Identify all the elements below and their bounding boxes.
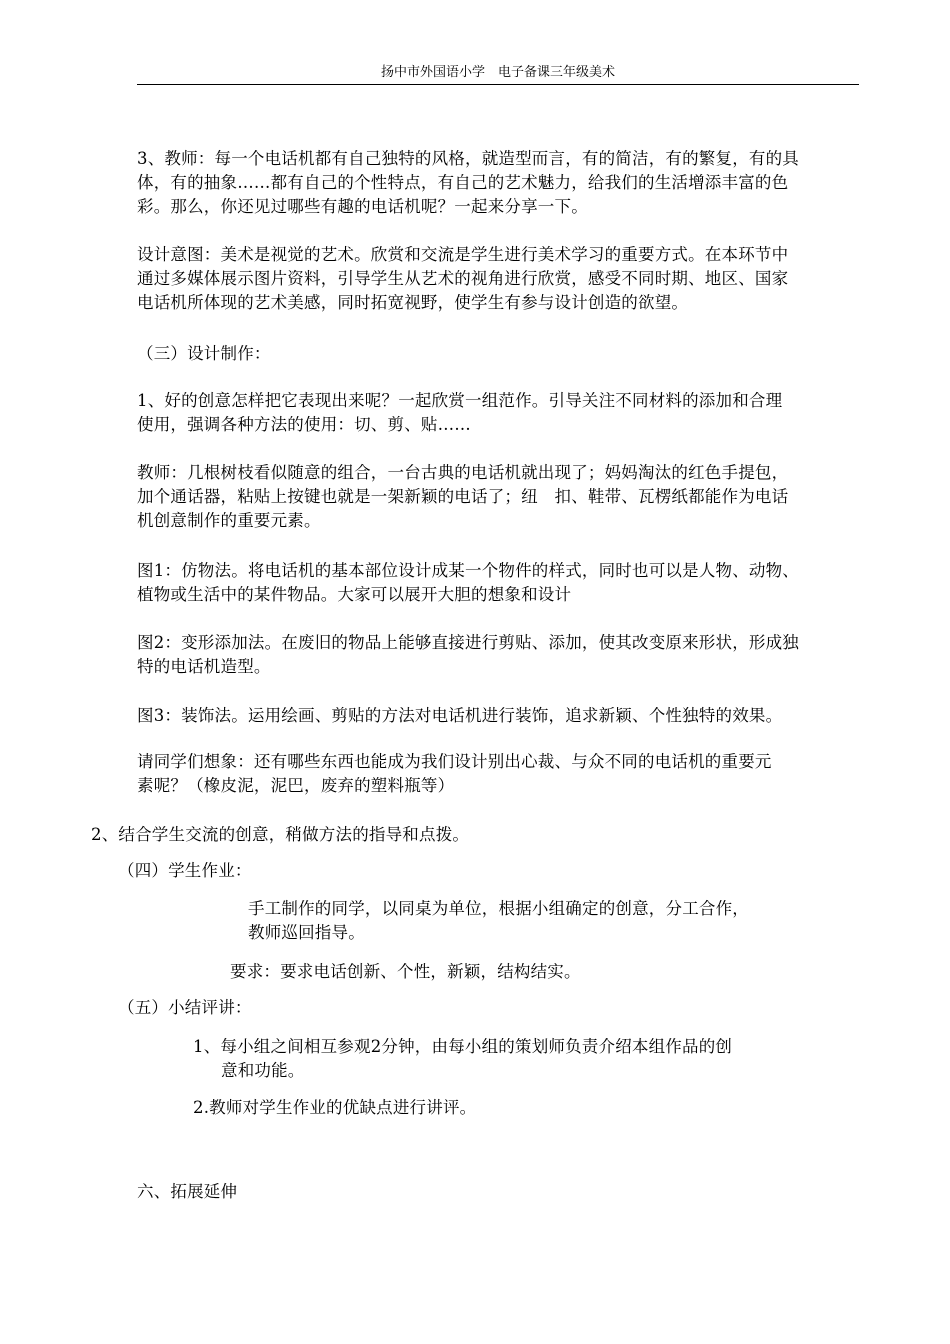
text-line: 特的电话机造型。 xyxy=(137,657,271,676)
text-line: 加个通话器，粘贴上按键也就是一架新颖的电话了；纽 扣、鞋带、瓦楞纸都能作为电话 xyxy=(137,487,789,506)
paragraph-requirements xyxy=(230,960,581,984)
text-line: 2.教师对学生作业的优缺点进行讲评。 xyxy=(193,1098,477,1117)
text-line: 图3：装饰法。运用绘画、剪贴的方法对电话机进行装饰，追求新颖、个性独特的效果。 xyxy=(137,706,783,725)
section-heading-homework xyxy=(118,859,252,883)
text-line: 设计意图：美术是视觉的艺术。欣赏和交流是学生进行美术学习的重要方式。在本环节中 xyxy=(137,245,789,264)
header-text: 扬中市外国语小学 电子备课三年级美术 xyxy=(380,65,615,80)
text-line: 意和功能。 xyxy=(221,1061,305,1080)
paragraph-creative-expression xyxy=(137,389,865,437)
heading-text: （四）学生作业： xyxy=(118,861,252,880)
paragraph-design-intent xyxy=(137,243,865,315)
paragraph-summary-2 xyxy=(193,1096,476,1120)
text-line: 1、好的创意怎样把它表现出来呢？一起欣赏一组范作。引导关注不同材料的添加和合理 xyxy=(137,391,783,410)
paragraph-imagine xyxy=(137,750,865,798)
paragraph-figure-3 xyxy=(137,704,865,728)
paragraph-figure-2 xyxy=(137,631,865,679)
text-line: 植物或生活中的某件物品。大家可以展开大胆的想象和设计 xyxy=(137,585,572,604)
text-line: 通过多媒体展示图片资料，引导学生从艺术的视角进行欣赏，感受不同时期、地区、国家 xyxy=(137,269,789,288)
text-line: 请同学们想象：还有哪些东西也能成为我们设计别出心裁、与众不同的电话机的重要元 xyxy=(137,752,772,771)
paragraph-figure-1 xyxy=(137,559,865,607)
section-heading-design xyxy=(137,342,271,366)
text-line: 3、教师：每一个电话机都有自己独特的风格，就造型而言，有的简洁，有的繁复，有的具 xyxy=(137,149,799,168)
text-line: 使用，强调各种方法的使用：切、剪、贴…… xyxy=(137,415,471,434)
heading-text: （五）小结评讲： xyxy=(118,998,252,1017)
text-line: 图2：变形添加法。在废旧的物品上能够直接进行剪贴、添加，使其改变原来形状，形成独 xyxy=(137,633,799,652)
paragraph-guidance xyxy=(91,823,469,847)
text-line: 彩。那么，你还见过哪些有趣的电话机呢？一起来分享一下。 xyxy=(137,197,588,216)
heading-text: 六、拓展延伸 xyxy=(137,1182,238,1201)
text-line: 教师巡回指导。 xyxy=(248,923,365,942)
page-header xyxy=(137,64,859,85)
text-line: 机创意制作的重要元素。 xyxy=(137,511,321,530)
paragraph-teacher-intro xyxy=(137,147,865,219)
paragraph-teacher-examples xyxy=(137,461,865,533)
section-heading-summary xyxy=(118,996,252,1020)
text-line: 2、结合学生交流的创意，稍做方法的指导和点拨。 xyxy=(91,825,470,844)
text-line: 教师：几根树枝看似随意的组合，一台古典的电话机就出现了；妈妈淘汰的红色手提包， xyxy=(137,463,789,482)
text-line: 要求：要求电话创新、个性，新颖，结构结实。 xyxy=(230,962,581,981)
text-line: 图1：仿物法。将电话机的基本部位设计成某一个物件的样式，同时也可以是人物、动物、 xyxy=(137,561,799,580)
paragraph-homework-task xyxy=(248,897,749,945)
section-heading-extension xyxy=(137,1180,237,1204)
heading-text: （三）设计制作： xyxy=(137,344,271,363)
text-line: 体，有的抽象……都有自己的个性特点，有自己的艺术魅力，给我们的生活增添丰富的色 xyxy=(137,173,789,192)
text-line: 1、每小组之间相互参观2分钟，由每小组的策划师负责介绍本组作品的创 xyxy=(193,1037,733,1056)
text-line: 手工制作的同学，以同桌为单位，根据小组确定的创意，分工合作， xyxy=(248,899,749,918)
paragraph-summary-1 xyxy=(193,1035,732,1083)
text-line: 电话机所体现的艺术美感，同时拓宽视野，使学生有参与设计创造的欲望。 xyxy=(137,293,689,312)
text-line: 素呢？（橡皮泥，泥巴，废弃的塑料瓶等） xyxy=(137,776,455,795)
